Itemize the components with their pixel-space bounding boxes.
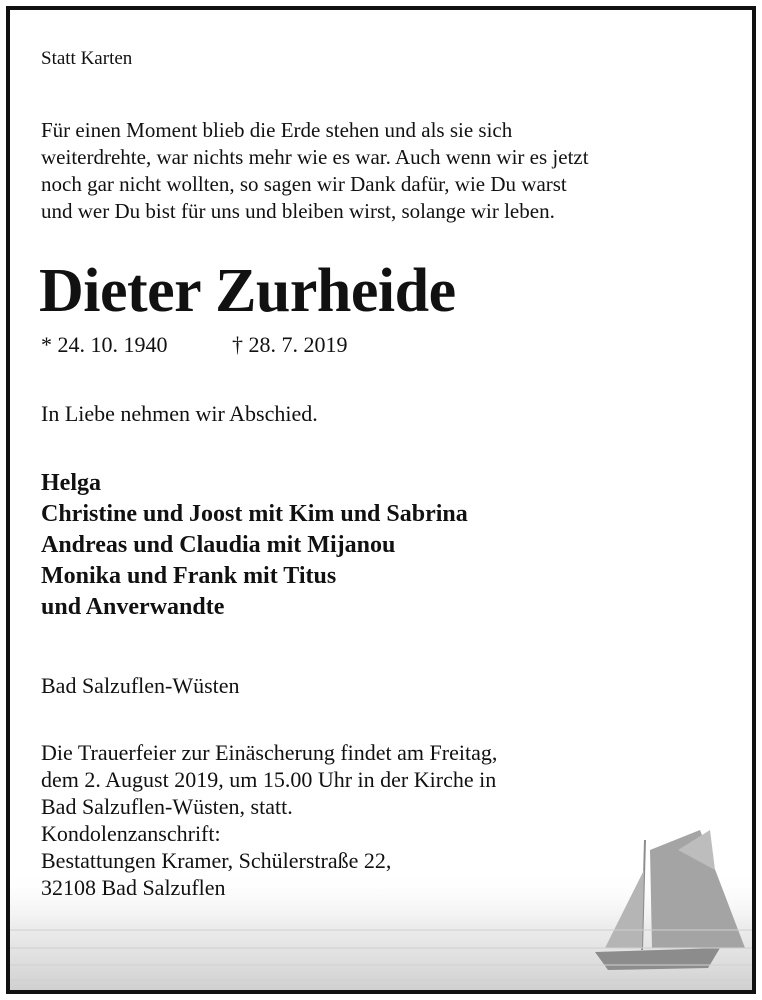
- poem-line: und wer Du bist für uns und bleiben wirst, solange wir leben.: [41, 199, 555, 223]
- service-line: Kondolenzanschrift:: [41, 821, 221, 846]
- poem-line: weiterdrehte, war nichts mehr wie es war. Auch wenn wir es jetzt: [41, 145, 589, 169]
- location-text: Bad Salzuflen-Wüsten: [41, 673, 240, 698]
- farewell-text: In Liebe nehmen wir Abschied.: [41, 401, 318, 426]
- poem-line: Für einen Moment blieb die Erde stehen und als sie sich: [41, 118, 513, 142]
- mourner-line: Monika und Frank mit Titus: [41, 563, 337, 589]
- service-line: Die Trauerfeier zur Einäscherung findet am Freitag,: [41, 740, 498, 765]
- obituary-frame: [6, 6, 756, 994]
- mourner-line: Andreas und Claudia mit Mijanou: [41, 532, 396, 558]
- service-line: Bad Salzuflen-Wüsten, statt.: [41, 794, 293, 819]
- service-line: dem 2. August 2019, um 15.00 Uhr in der Kirche in: [41, 767, 497, 792]
- mourner-line: und Anverwandte: [41, 594, 225, 620]
- deceased-name: Dieter Zurheide: [39, 257, 456, 325]
- mourner-line: Helga: [41, 470, 101, 496]
- death-date: † 28. 7. 2019: [232, 332, 348, 357]
- service-line: Bestattungen Kramer, Schülerstraße 22,: [41, 848, 392, 873]
- poem-line: noch gar nicht wollten, so sagen wir Dank dafür, wie Du warst: [41, 172, 567, 196]
- birth-date: * 24. 10. 1940: [41, 332, 168, 357]
- service-line: 32108 Bad Salzuflen: [41, 875, 226, 900]
- notice-heading: Statt Karten: [41, 48, 133, 69]
- mourner-line: Christine und Joost mit Kim und Sabrina: [41, 501, 468, 527]
